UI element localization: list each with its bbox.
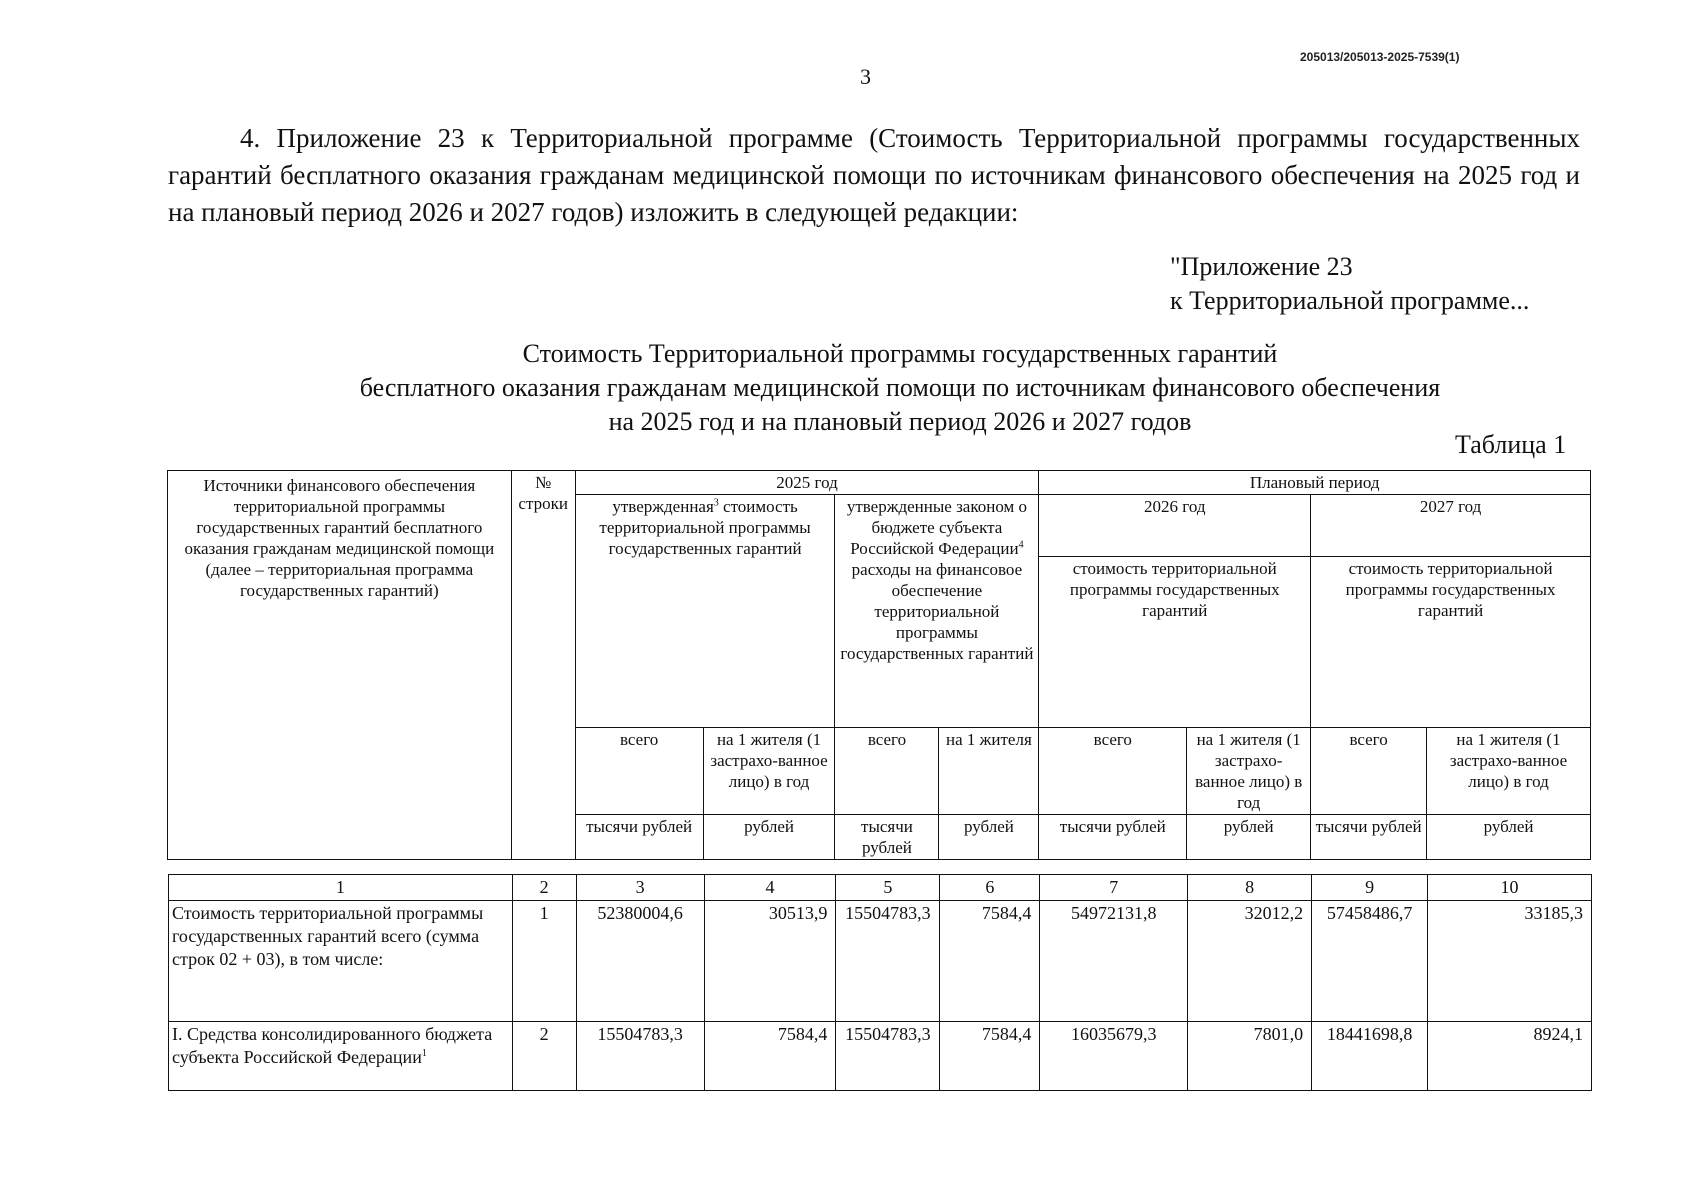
column-number: 2 — [512, 875, 576, 901]
header-per-resident-insured-2025: на 1 жителя (1 застрахо-ванное лицо) в год — [703, 728, 835, 815]
column-number-row — [169, 875, 1592, 901]
cell-value: 30513,9 — [704, 901, 836, 1022]
header-source-column: Источники финансового обеспечения территориальной программы государственных гарантий бесплатного оказания гражданам медицинской помощи (далее – территориальная программа государственных гарантий) — [168, 471, 512, 860]
header-planned-period: Плановый период — [1039, 471, 1591, 495]
cell-value: 57458486,7 — [1312, 901, 1428, 1022]
title-line-2: бесплатного оказания гражданам медицинской помощи по источникам финансового обеспечения — [359, 373, 1441, 402]
header-total-2026: всего — [1039, 728, 1187, 815]
document-id: 205013/205013-2025-7539(1) — [1300, 50, 1460, 64]
unit-rub-6: рублей — [939, 815, 1039, 860]
cell-value: 15504783,3 — [576, 1022, 704, 1091]
page-number: 3 — [860, 64, 871, 89]
cell-value: 7801,0 — [1188, 1022, 1312, 1091]
row-number: 2 — [512, 1022, 576, 1091]
header-year-2025: 2025 год — [575, 471, 1039, 495]
column-number: 1 — [169, 875, 513, 901]
table-label: Таблица 1 — [1455, 430, 1567, 459]
row-name: Стоимость территориальной программы государственных гарантий всего (сумма строк 02 + 03), в том числе: — [169, 901, 513, 1022]
cell-value: 32012,2 — [1188, 901, 1312, 1022]
column-number: 4 — [704, 875, 836, 901]
cell-value: 16035679,3 — [1040, 1022, 1188, 1091]
unit-thousand-rub-5: тысячи рублей — [835, 815, 939, 860]
table-row — [169, 1022, 1592, 1091]
column-number: 8 — [1188, 875, 1312, 901]
annex-reference — [1170, 250, 1529, 318]
column-number: 5 — [836, 875, 940, 901]
table-header — [167, 470, 1591, 860]
unit-thousand-rub-3: тысячи рублей — [575, 815, 703, 860]
header-row-number-column: № строки — [511, 471, 575, 860]
header-per-resident-2025: на 1 жителя — [939, 728, 1039, 815]
cell-value: 15504783,3 — [836, 901, 940, 1022]
header-total-2025-approved: всего — [575, 728, 703, 815]
header-cost-2027: стоимость территориальной программы государственных гарантий — [1311, 557, 1591, 728]
column-number: 9 — [1312, 875, 1428, 901]
title-line-1: Стоимость Территориальной программы государственных гарантий — [522, 339, 1278, 368]
column-number: 10 — [1428, 875, 1592, 901]
table-body — [168, 874, 1592, 1091]
cell-value: 7584,4 — [704, 1022, 836, 1091]
unit-thousand-rub-9: тысячи рублей — [1311, 815, 1427, 860]
header-budget-law: утвержденные законом о бюджете субъекта Российской Федерации$^4$ расходы на финансовое обеспечение территориальной программы государственных гарантий — [835, 495, 1039, 728]
row-name: I. Средства консолидированного бюджета субъекта Российской Федерации$^1$ — [169, 1022, 513, 1091]
unit-rub-4: рублей — [703, 815, 835, 860]
annex-line-2: к Территориальной программе... — [1170, 286, 1530, 315]
header-total-2027: всего — [1311, 728, 1427, 815]
column-number: 7 — [1040, 875, 1188, 901]
cell-value: 33185,3 — [1428, 901, 1592, 1022]
cell-value: 7584,4 — [940, 901, 1040, 1022]
cell-value: 8924,1 — [1428, 1022, 1592, 1091]
header-year-2026: 2026 год — [1039, 495, 1311, 557]
title-line-3: на 2025 год и на плановый период 2026 и 2027 годов — [608, 407, 1192, 436]
column-number: 6 — [940, 875, 1040, 901]
cell-value: 54972131,8 — [1040, 901, 1188, 1022]
table-row — [169, 901, 1592, 1022]
unit-rub-10: рублей — [1427, 815, 1591, 860]
header-approved-cost: утвержденная$^3$ стоимость территориальной программы государственных гарантий — [575, 495, 835, 728]
header-per-resident-insured-2026: на 1 жителя (1 застрахо-ванное лицо) в год — [1187, 728, 1311, 815]
header-total-2025-budget: всего — [835, 728, 939, 815]
row-number: 1 — [512, 901, 576, 1022]
cell-value: 7584,4 — [940, 1022, 1040, 1091]
header-cost-2026: стоимость территориальной программы государственных гарантий — [1039, 557, 1311, 728]
cell-value: 18441698,8 — [1312, 1022, 1428, 1091]
column-number: 3 — [576, 875, 704, 901]
annex-line-1: "Приложение 23 — [1170, 252, 1353, 281]
cell-value: 52380004,6 — [576, 901, 704, 1022]
header-year-2027: 2027 год — [1311, 495, 1591, 557]
intro-paragraph: 4. Приложение 23 к Территориальной программе (Стоимость Территориальной программы государственных гарантий бесплатного оказания гражданам медицинской помощи по источникам финансового обеспечения на 2025 год и на плановый период 2026 и 2027 годов) изложить в следующей редакции: — [168, 123, 1580, 227]
header-per-resident-insured-2027: на 1 жителя (1 застрахо-ванное лицо) в год — [1427, 728, 1591, 815]
cell-value: 15504783,3 — [836, 1022, 940, 1091]
unit-rub-8: рублей — [1187, 815, 1311, 860]
table-title — [200, 337, 1600, 439]
unit-thousand-rub-7: тысячи рублей — [1039, 815, 1187, 860]
